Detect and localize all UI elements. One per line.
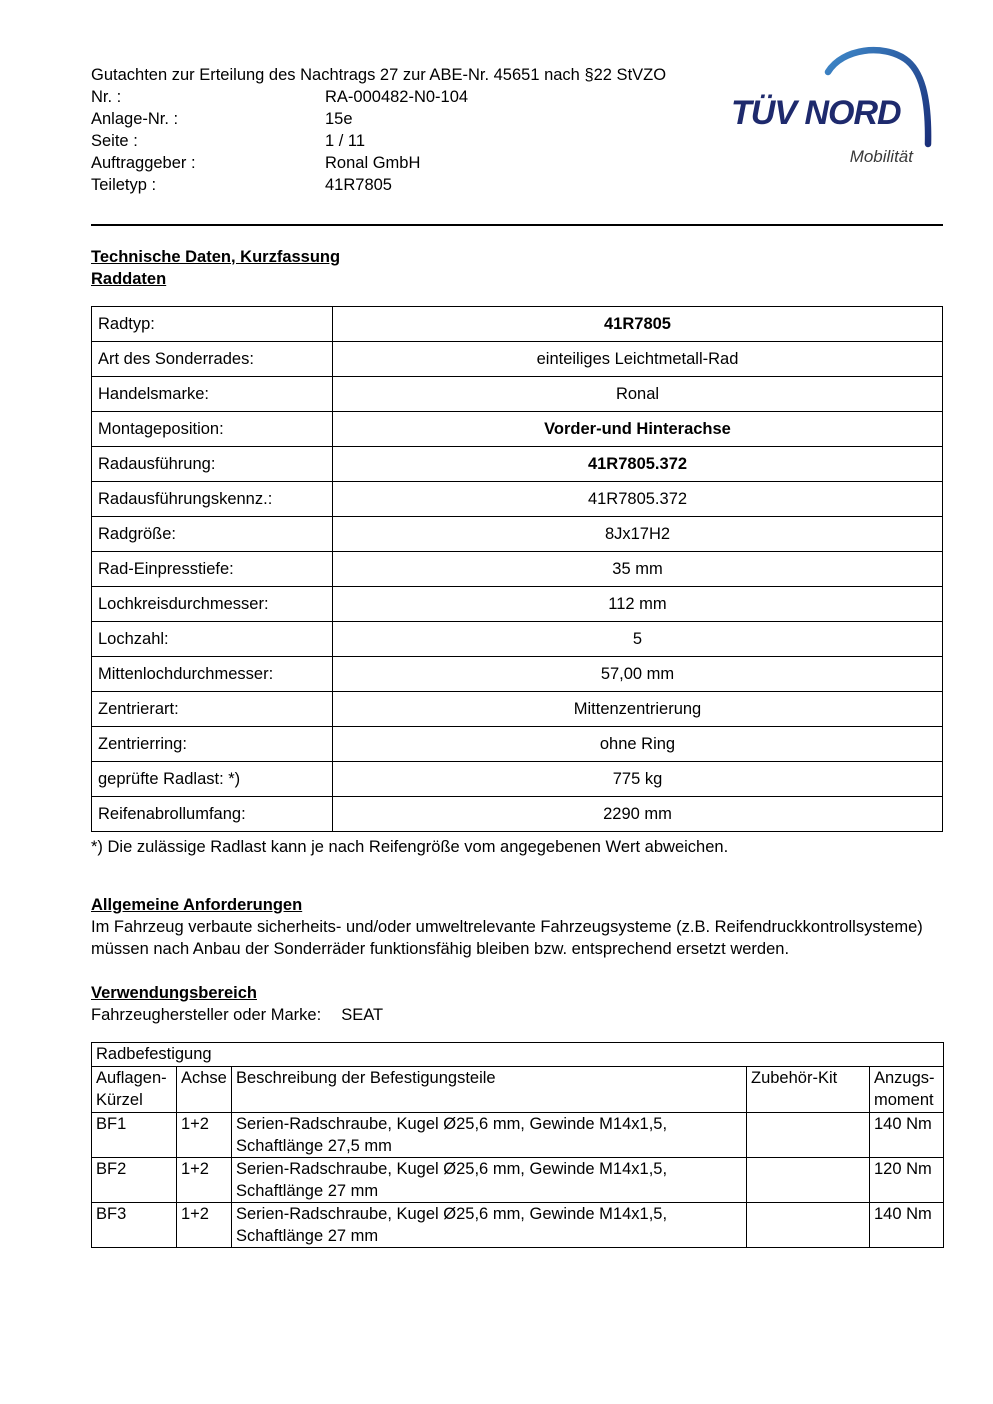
cell-achse: 1+2 [177,1158,232,1203]
header-text-block [91,64,731,196]
col-header-beschreibung: Beschreibung der Befestigungsteile [232,1067,747,1113]
field-value-anlage-nr: 15e [325,110,353,128]
table-row [92,447,943,482]
cell-achse: 1+2 [177,1113,232,1158]
header-field-row [91,130,731,152]
raddaten-label: Rad-Einpresstiefe: [92,552,333,587]
logo-subtitle-text: Mobilität [849,147,913,166]
raddaten-value: 112 mm [333,587,943,622]
raddaten-table [91,306,943,832]
cell-kuerzel: BF3 [92,1203,177,1248]
col-header-zubehoer-kit: Zubehör-Kit [747,1067,870,1113]
raddaten-label: Reifenabrollumfang: [92,797,333,832]
table-row [92,377,943,412]
section-title-technische-daten: Technische Daten, Kurzfassung [91,248,341,266]
field-label-anlage-nr: Anlage-Nr. : [91,110,179,128]
raddaten-value: Ronal [333,377,943,412]
cell-kuerzel: BF2 [92,1158,177,1203]
anforderungen-text: Im Fahrzeug verbaute sicherheits- und/oder umweltrelevante Fahrzeugsysteme (z.B. Reifendruckkontrollsysteme) müssen nach Anbau der Sonderräder funktionsfähig bleiben bzw. entsprechend ersetzt werden. [91,918,923,958]
radbefestigung-title: Radbefestigung [92,1043,944,1067]
cell-beschreibung: Serien-Radschraube, Kugel Ø25,6 mm, Gewinde M14x1,5, Schaftlänge 27,5 mm [232,1113,747,1158]
table-row [92,482,943,517]
field-value-nr: RA-000482-N0-104 [325,88,469,106]
field-value-teiletyp: 41R7805 [325,176,392,194]
cell-moment: 140 Nm [870,1113,944,1158]
table-row [92,342,943,377]
table-row [92,1113,944,1158]
cell-moment: 140 Nm [870,1203,944,1248]
verwendung-label: Fahrzeughersteller oder Marke: [91,1006,322,1024]
header-field-row [91,86,731,108]
raddaten-value: Vorder-und Hinterachse [333,412,943,447]
raddaten-label: Montageposition: [92,412,333,447]
header-field-row [91,152,731,174]
cell-zubehoer [747,1203,870,1248]
table-row [92,692,943,727]
cell-moment: 120 Nm [870,1158,944,1203]
table-title-row [92,1043,944,1067]
cell-achse: 1+2 [177,1203,232,1248]
raddaten-label: Radgröße: [92,517,333,552]
table-header-row [92,1067,944,1113]
raddaten-value: einteiliges Leichtmetall-Rad [333,342,943,377]
col-header-anzugsmoment: Anzugs-moment [870,1067,944,1113]
table-row [92,622,943,657]
table-row [92,552,943,587]
radlast-footnote: *) Die zulässige Radlast kann je nach Reifengröße vom angegebenen Wert abweichen. [91,838,729,856]
document-title: Gutachten zur Erteilung des Nachtrags 27 zur ABE-Nr. 45651 nach §22 StVZO [91,66,667,84]
section-title-allgemeine-anforderungen: Allgemeine Anforderungen [91,896,303,914]
raddaten-label: Radausführungskennz.: [92,482,333,517]
raddaten-label: geprüfte Radlast: *) [92,762,333,797]
cell-kuerzel: BF1 [92,1113,177,1158]
raddaten-label: Lochkreisdurchmesser: [92,587,333,622]
raddaten-value: 41R7805 [333,307,943,342]
col-header-auflagen-kuerzel: Auflagen-Kürzel [92,1067,177,1113]
field-label-auftraggeber: Auftraggeber : [91,154,196,172]
raddaten-label: Mittenlochdurchmesser: [92,657,333,692]
raddaten-label: Lochzahl: [92,622,333,657]
raddaten-label: Radtyp: [92,307,333,342]
field-label-teiletyp: Teiletyp : [91,176,157,194]
raddaten-value: 41R7805.372 [333,482,943,517]
header-field-row [91,108,731,130]
raddaten-label: Handelsmarke: [92,377,333,412]
raddaten-value: 41R7805.372 [333,447,943,482]
field-label-seite: Seite : [91,132,138,150]
cell-beschreibung: Serien-Radschraube, Kugel Ø25,6 mm, Gewinde M14x1,5, Schaftlänge 27 mm [232,1203,747,1248]
raddaten-label: Radausführung: [92,447,333,482]
cell-zubehoer [747,1113,870,1158]
raddaten-label: Zentrierring: [92,727,333,762]
table-row [92,1203,944,1248]
radbefestigung-table [91,1042,944,1248]
section-title-verwendungsbereich: Verwendungsbereich [91,984,257,1002]
table-row [92,762,943,797]
section-allgemeine-anforderungen [91,894,943,960]
raddaten-value: 2290 mm [333,797,943,832]
table-row [92,412,943,447]
table-row [92,307,943,342]
table-row [92,727,943,762]
raddaten-value: 5 [333,622,943,657]
table-row [92,587,943,622]
document-header [91,64,943,196]
raddaten-value: 57,00 mm [333,657,943,692]
raddaten-value: ohne Ring [333,727,943,762]
field-label-nr: Nr. : [91,88,122,106]
raddaten-value: Mittenzentrierung [333,692,943,727]
header-divider [91,224,943,226]
section-subtitle-raddaten: Raddaten [91,270,167,288]
field-value-auftraggeber: Ronal GmbH [325,154,421,172]
cell-zubehoer [747,1158,870,1203]
table-row [92,1158,944,1203]
table-row [92,517,943,552]
section-technische-daten [91,246,943,290]
col-header-achse: Achse [177,1067,232,1113]
raddaten-label: Art des Sonderrades: [92,342,333,377]
verwendung-value: SEAT [341,1006,384,1024]
field-value-seite: 1 / 11 [325,132,366,150]
verwendung-line [91,1004,943,1026]
table-row [92,657,943,692]
section-verwendungsbereich [91,982,943,1026]
logo-brand-text: TÜV NORD [731,94,901,132]
raddaten-value: 8Jx17H2 [333,517,943,552]
tuv-nord-logo [731,46,943,174]
raddaten-label: Zentrierart: [92,692,333,727]
raddaten-value: 775 kg [333,762,943,797]
table-row [92,797,943,832]
raddaten-value: 35 mm [333,552,943,587]
header-field-row [91,174,731,196]
cell-beschreibung: Serien-Radschraube, Kugel Ø25,6 mm, Gewinde M14x1,5, Schaftlänge 27 mm [232,1158,747,1203]
